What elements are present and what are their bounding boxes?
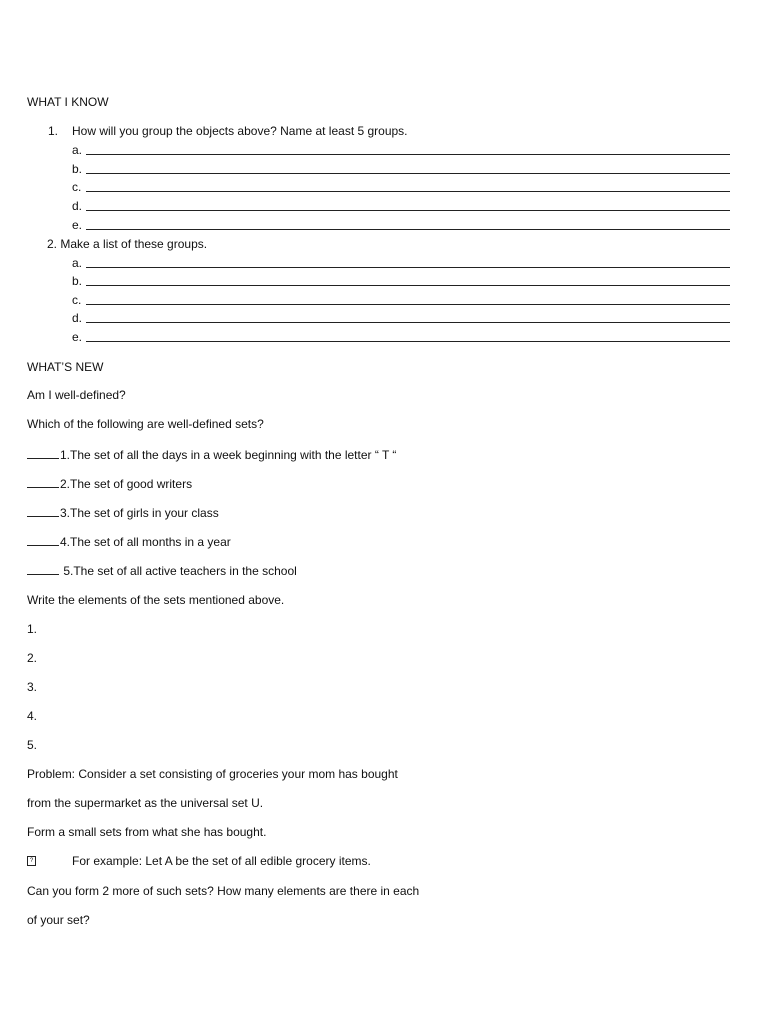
problem-line-2: from the supermarket as the universal set U. bbox=[27, 796, 264, 810]
answer-rule bbox=[86, 229, 730, 230]
answer-blank[interactable] bbox=[27, 534, 59, 546]
answer-rule bbox=[86, 210, 730, 211]
element-line-3: 3. bbox=[27, 680, 38, 694]
q1-answer-d[interactable] bbox=[72, 199, 730, 213]
set-item-3 bbox=[27, 505, 219, 520]
set-item-text: 1.The set of all the days in a week beginning with the letter “ T “ bbox=[60, 448, 397, 462]
problem-line-1: Problem: Consider a set consisting of groceries your mom has bought bbox=[27, 767, 398, 781]
answer-rule bbox=[86, 341, 730, 342]
answer-blank[interactable] bbox=[27, 563, 59, 575]
q2-answer-e[interactable] bbox=[72, 330, 730, 344]
set-item-5 bbox=[27, 563, 297, 578]
element-line-1: 1. bbox=[27, 622, 38, 636]
problem-line-6: of your set? bbox=[27, 913, 90, 927]
q1-text: How will you group the objects above? Name at least 5 groups. bbox=[72, 124, 408, 138]
answer-letter: c. bbox=[72, 293, 82, 307]
question-which: Which of the following are well-defined sets? bbox=[27, 417, 264, 431]
bullet-icon: ? bbox=[27, 856, 36, 866]
answer-letter: e. bbox=[72, 218, 83, 232]
q2-answer-b[interactable] bbox=[72, 274, 730, 288]
q2-answer-d[interactable] bbox=[72, 311, 730, 325]
answer-letter: d. bbox=[72, 199, 83, 213]
q1-answer-e[interactable] bbox=[72, 218, 730, 232]
set-item-4 bbox=[27, 534, 231, 549]
q2-answer-c[interactable] bbox=[72, 293, 730, 307]
q1-answer-c[interactable] bbox=[72, 180, 730, 194]
section-whats-new: WHAT’S NEW bbox=[27, 360, 104, 374]
section-what-i-know: WHAT I KNOW bbox=[27, 95, 109, 109]
subheading-well-defined: Am I well-defined? bbox=[27, 388, 126, 402]
answer-rule bbox=[86, 267, 730, 268]
element-line-2: 2. bbox=[27, 651, 38, 665]
answer-rule bbox=[86, 191, 730, 192]
q1-answer-a[interactable] bbox=[72, 143, 730, 157]
answer-rule bbox=[86, 322, 730, 323]
answer-letter: e. bbox=[72, 330, 83, 344]
q2-text: 2. Make a list of these groups. bbox=[47, 237, 208, 251]
element-line-4: 4. bbox=[27, 709, 38, 723]
answer-letter: c. bbox=[72, 180, 82, 194]
set-item-2 bbox=[27, 476, 192, 491]
answer-rule bbox=[86, 304, 730, 305]
q1-number: 1. bbox=[48, 124, 59, 138]
answer-letter: b. bbox=[72, 162, 83, 176]
set-item-1 bbox=[27, 447, 396, 462]
answer-rule bbox=[86, 173, 730, 174]
q1-answer-b[interactable] bbox=[72, 162, 730, 176]
problem-line-5: Can you form 2 more of such sets? How many elements are there in each bbox=[27, 884, 420, 898]
instruction-write-elements: Write the elements of the sets mentioned above. bbox=[27, 593, 285, 607]
set-item-text: 2.The set of good writers bbox=[60, 477, 193, 491]
set-item-text: 3.The set of girls in your class bbox=[60, 506, 219, 520]
problem-line-3: Form a small sets from what she has bought. bbox=[27, 825, 267, 839]
answer-blank[interactable] bbox=[27, 476, 59, 488]
answer-rule bbox=[86, 285, 730, 286]
element-line-5: 5. bbox=[27, 738, 38, 752]
set-item-text: 5.The set of all active teachers in the school bbox=[60, 564, 297, 578]
answer-letter: b. bbox=[72, 274, 83, 288]
set-item-text: 4.The set of all months in a year bbox=[60, 535, 231, 549]
answer-letter: a. bbox=[72, 143, 83, 157]
answer-blank[interactable] bbox=[27, 505, 59, 517]
answer-letter: d. bbox=[72, 311, 83, 325]
answer-rule bbox=[86, 154, 730, 155]
problem-example: For example: Let A be the set of all edible grocery items. bbox=[72, 854, 371, 868]
answer-letter: a. bbox=[72, 256, 83, 270]
answer-blank[interactable] bbox=[27, 447, 59, 459]
q2-answer-a[interactable] bbox=[72, 256, 730, 270]
